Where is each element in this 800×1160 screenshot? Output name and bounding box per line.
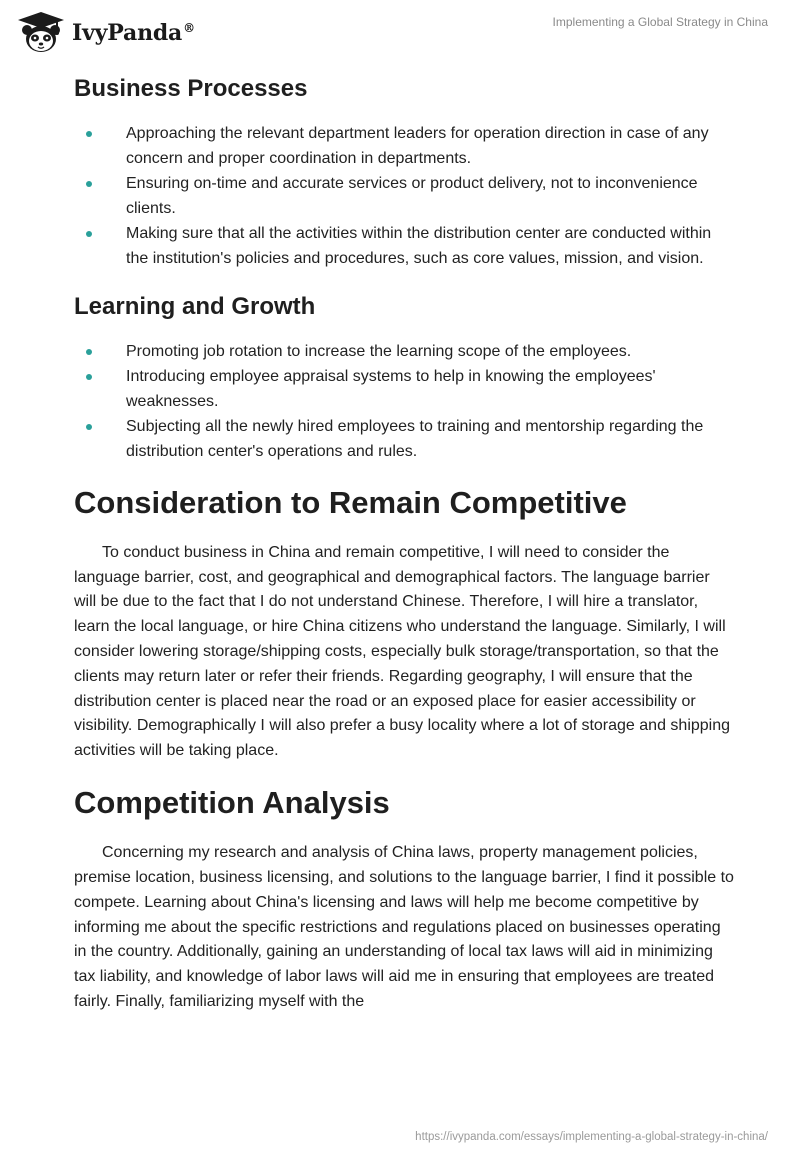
bullet-dot-icon <box>86 349 92 355</box>
brand-name: IvyPanda® <box>72 20 195 46</box>
paragraph-remain-competitive: To conduct business in China and remain competitive, I will need to consider the language barrier, cost, and geographical and demographical factors. The language barrier will be due to the fact that I do not understand Chinese. Therefore, I will hire a translator, learn the local language, or hire China citizens who understand the language. Similarly, I will consider lowering storage/shipping costs, especially bulk storage/transportation, so that the clients may return later or refer their friends. Regarding geography, I will ensure that the distribution center is placed near the road or an exposed place for easier accessibility or visibility. Demographically I will also prefer a busy locality where a lot of storage and shipping activities will be taking place. <box>74 543 731 760</box>
list-item: Promoting job rotation to increase the learning scope of the employees. <box>74 339 734 364</box>
registered-mark: ® <box>183 20 195 35</box>
list-item: Subjecting all the newly hired employees to training and mentorship regarding the distribution center's operations and rules. <box>74 414 734 464</box>
list-item: Making sure that all the activities within the distribution center are conducted within the institution's policies and procedures, such as core values, mission, and vision. <box>74 221 734 271</box>
learning-growth-list <box>74 339 734 464</box>
panda-graduate-icon <box>14 10 68 56</box>
list-item: Ensuring on-time and accurate services or product delivery, not to inconvenience clients. <box>74 171 734 221</box>
document-title: Implementing a Global Strategy in China <box>552 15 768 29</box>
bullet-dot-icon <box>86 231 92 237</box>
bullet-dot-icon <box>86 374 92 380</box>
section-heading-competition-analysis: Competition Analysis <box>74 784 390 820</box>
business-processes-list <box>74 121 734 271</box>
section-heading-learning-growth: Learning and Growth <box>74 292 316 320</box>
bullet-dot-icon <box>86 131 92 137</box>
bullet-dot-icon <box>86 424 92 430</box>
bullet-dot-icon <box>86 181 92 187</box>
essay-content <box>74 70 734 1015</box>
source-url-link[interactable]: https://ivypanda.com/essays/implementing-a-global-strategy-in-china/ <box>415 1131 768 1143</box>
paragraph-competition-analysis: Concerning my research and analysis of China laws, property management policies, premise location, business licensing, and solutions to the language barrier, I find it possible to compete. Learning about China's licensing and laws will help me become competitive by informing me about the specific restrictions and regulations placed on businesses operating in the country. Additionally, gaining an understanding of local tax laws will aid in minimizing tax liability, and knowledge of labor laws will aid me in ensuring that employees are treated fairly. Finally, familiarizing myself with the <box>74 844 734 1010</box>
section-heading-remain-competitive: Consideration to Remain Competitive <box>74 484 627 520</box>
list-item: Approaching the relevant department leaders for operation direction in case of any concern and proper coordination in departments. <box>74 121 734 171</box>
brand-logo[interactable] <box>14 10 195 56</box>
section-heading-business-processes: Business Processes <box>74 75 308 102</box>
list-item: Introducing employee appraisal systems to help in knowing the employees' weaknesses. <box>74 364 734 414</box>
